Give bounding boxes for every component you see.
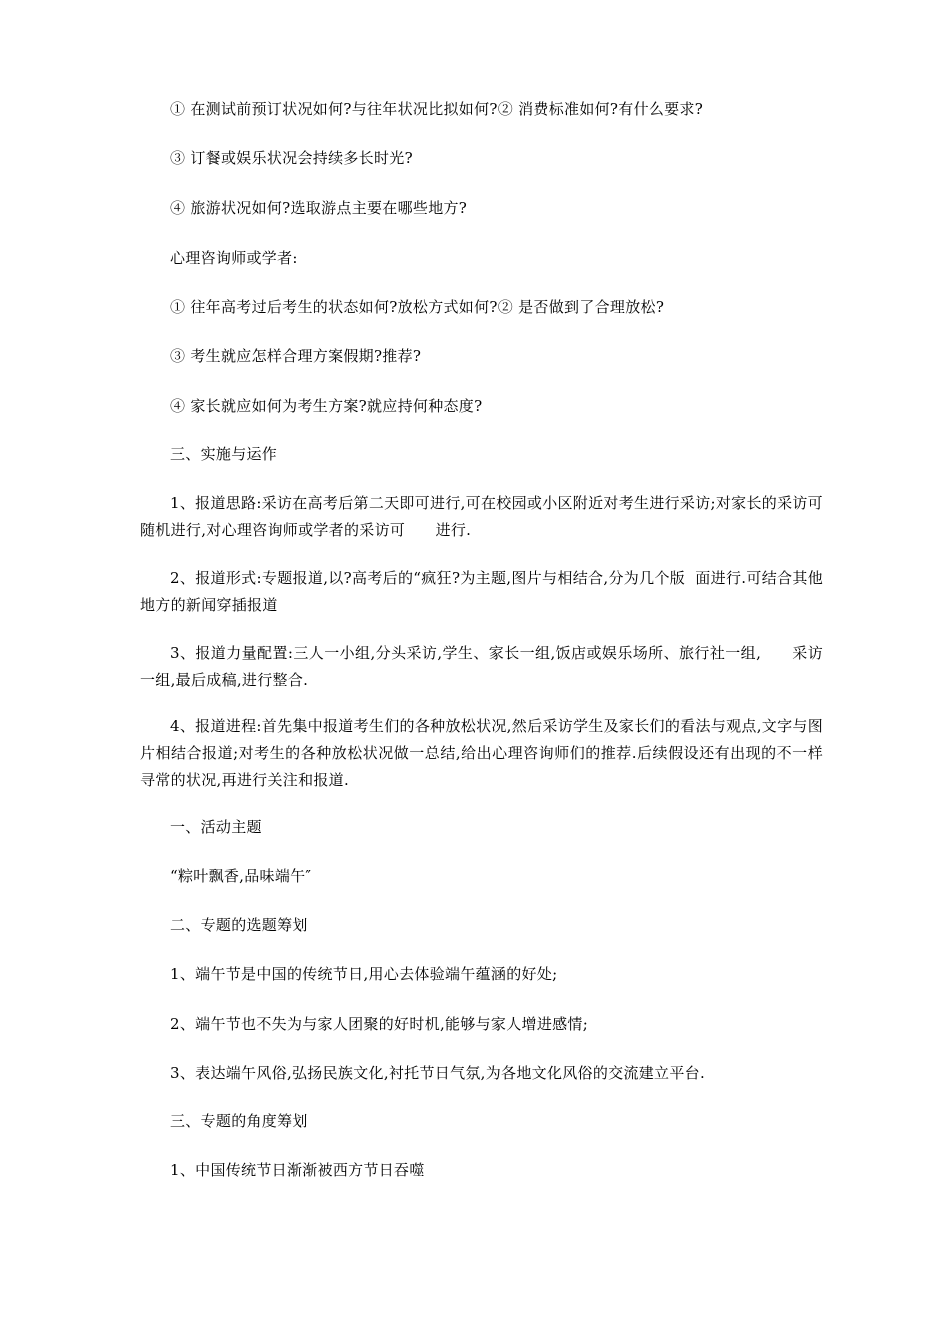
paragraph-topic-point-2: 2、端午节也不失为与家人团聚的好时机,能够与家人增进感情; [170,1015,589,1033]
paragraph-duration-question: ③ 订餐或娱乐状况会持续多长时光? [170,149,413,167]
section-heading-angle-planning: 三、专题的角度筹划 [170,1112,308,1130]
paragraph-travel-question: ④ 旅游状况如何?选取游点主要在哪些地方? [170,199,468,217]
paragraph-hotel-booking-question: ① 在测试前预订状况如何?与往年状况比拟如何?② 消费标准如何?有什么要求? [170,100,704,118]
section-heading-implementation: 三、实施与运作 [170,445,278,463]
paragraph-theme-slogan: “粽叶飘香,品味端午″ [170,867,312,885]
paragraph-report-progress: 4、报道进程:首先集中报道考生们的各种放松状况,然后采访学生及家长们的看法与观点,文字与图片相结合报道;对考生的各种放松状况做一总结,给出心理咨询师们的推荐.后续假设还有出现的不一样寻常的状况,再进行关注和报道. [140,717,823,789]
section-heading-topic-planning: 二、专题的选题筹划 [170,916,308,934]
paragraph-report-approach: 1、报道思路:采访在高考后第二天即可进行,可在校园或小区附近对考生进行采访;对家长的采访可随机进行,对心理咨询师或学者的采访可 进行. [140,494,823,539]
paragraph-parent-question: ④ 家长就应如何为考生方案?就应持何种态度? [170,397,483,415]
paragraph-student-state-question: ① 往年高考过后考生的状态如何?放松方式如何?② 是否做到了合理放松? [170,298,665,316]
section-heading-activity-theme: 一、活动主题 [170,818,262,836]
paragraph-report-staffing: 3、报道力量配置:三人一小组,分头采访,学生、家长一组,饭店或娱乐场所、旅行社一组, 采访一组,最后成稿,进行整合. [140,644,823,689]
paragraph-topic-point-3: 3、表达端午风俗,弘扬民族文化,衬托节日气氛,为各地文化风俗的交流建立平台. [170,1064,706,1082]
paragraph-counselor-heading: 心理咨询师或学者: [170,249,298,267]
paragraph-report-format: 2、报道形式:专题报道,以?高考后的“疯狂?为主题,图片与相结合,分为几个版 面进行.可结合其他地方的新闻穿插报道 [140,569,823,614]
paragraph-vacation-plan-question: ③ 考生就应怎样合理方案假期?推荐? [170,347,422,365]
paragraph-topic-point-1: 1、端午节是中国的传统节日,用心去体验端午蕴涵的好处; [170,965,558,983]
paragraph-angle-point-1: 1、中国传统节日渐渐被西方节日吞噬 [170,1161,425,1179]
